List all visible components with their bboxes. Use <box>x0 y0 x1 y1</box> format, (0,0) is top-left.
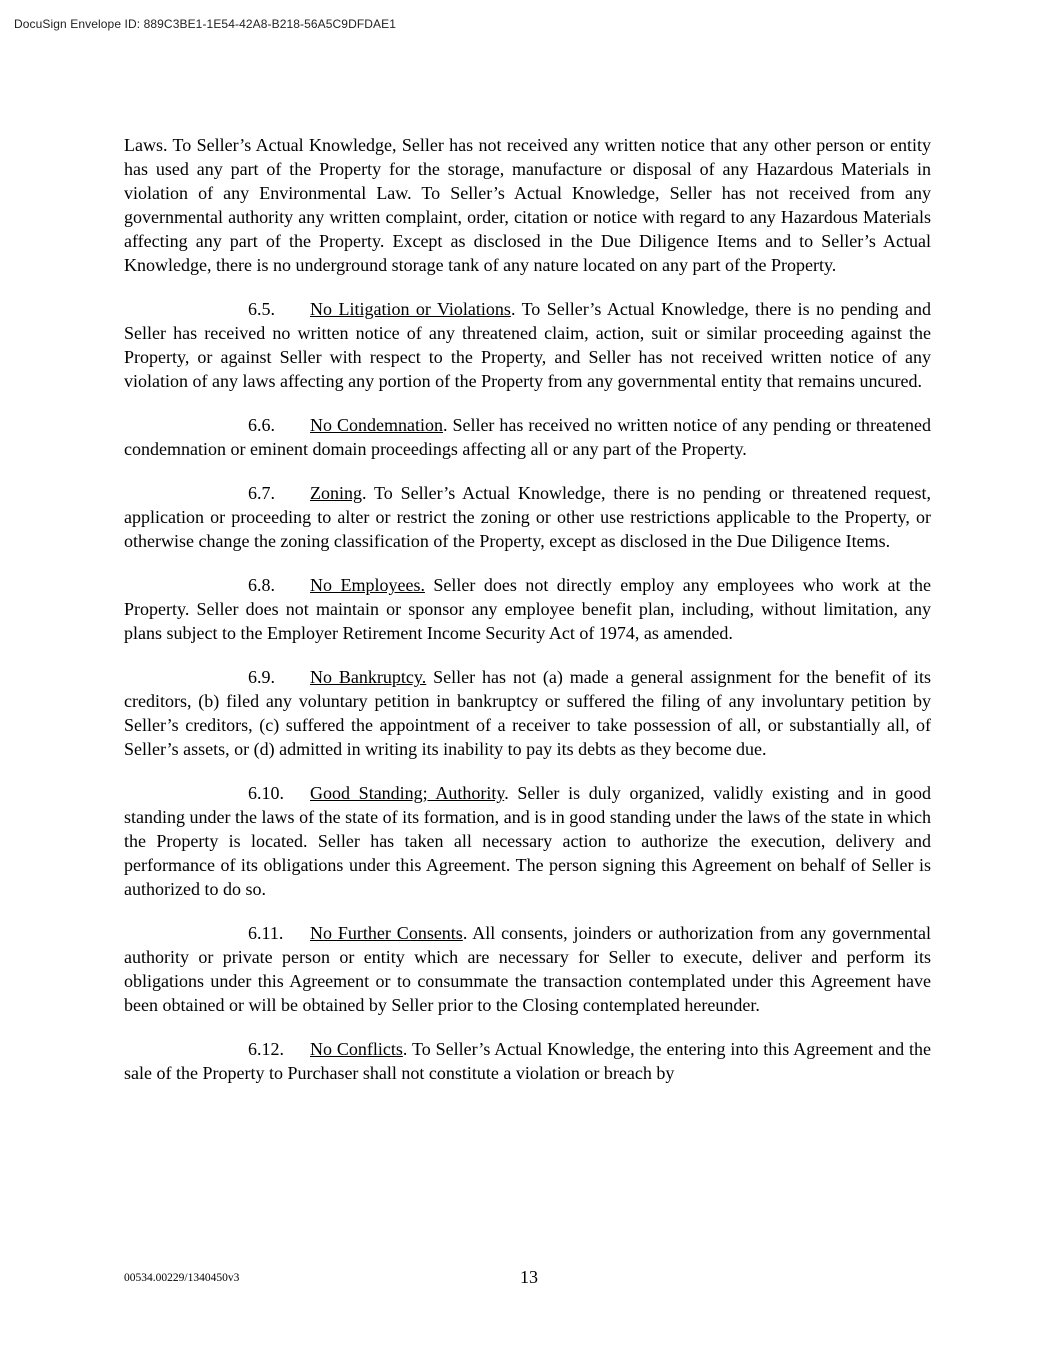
section-6-5 <box>124 297 931 393</box>
section-number: 6.12. <box>248 1039 284 1059</box>
section-heading-suffix: . <box>402 1039 408 1059</box>
section-6-11 <box>124 921 931 1017</box>
section-text: To Seller’s Actual Knowledge, there is no pending or threatened request, application or proceeding to alter or restrict the zoning or other use restrictions applicable to the Property, or otherwise change the zoning classification of the Property, except as disclosed in the Due Diligence Items. <box>124 483 931 551</box>
section-heading: No Further Consents <box>310 923 463 943</box>
section-heading: No Conflicts <box>310 1039 403 1059</box>
section-6-6 <box>124 413 931 461</box>
section-heading-suffix: . <box>462 923 468 943</box>
section-heading-suffix: . <box>442 415 448 435</box>
section-heading: Good Standing; Authority <box>310 783 505 803</box>
section-heading: No Litigation or Violations <box>310 299 511 319</box>
section-number: 6.11. <box>248 923 284 943</box>
section-number: 6.7. <box>248 483 275 503</box>
section-number: 6.9. <box>248 667 275 687</box>
section-text: To Seller’s Actual Knowledge, the entering into this Agreement and the sale of the Property to Purchaser shall not constitute a violation or breach by <box>124 1039 931 1083</box>
document-body <box>124 133 931 1105</box>
footer-document-id: 00534.00229/1340450v3 <box>124 1272 240 1284</box>
section-number: 6.5. <box>248 299 275 319</box>
section-6-12 <box>124 1037 931 1085</box>
docusign-envelope-id: DocuSign Envelope ID: 889C3BE1-1E54-42A8-B218-56A5C9DFDAE1 <box>14 17 397 31</box>
section-text: Seller has not (a) made a general assignment for the benefit of its creditors, (b) filed any voluntary petition in bankruptcy or suffered the filing of any involuntary petition by Seller’s creditors, (c) suffered the appointment of a receiver to take possession of all, or substantially all, of Seller’s assets, or (d) admitted in writing its inability to pay its debts as they become due. <box>124 667 931 759</box>
section-heading: No Employees. <box>310 575 425 595</box>
section-text: Seller does not directly employ any employees who work at the Property. Seller does not maintain or sponsor any employee benefit plan, including, without limitation, any plans subject to the Employer Retirement Income Security Act of 1974, as amended. <box>124 575 931 643</box>
intro-paragraph: Laws. To Seller’s Actual Knowledge, Seller has not received any written notice that any other person or entity has used any part of the Property for the storage, manufacture or disposal of any Hazardous Materials in violation of any Environmental Law. To Seller’s Actual Knowledge, Seller has not received from any governmental authority any written complaint, order, citation or notice with regard to any Hazardous Materials affecting any part of the Property. Except as disclosed in the Due Diligence Items and to Seller’s Actual Knowledge, there is no underground storage tank of any nature located on any part of the Property. <box>124 135 931 275</box>
section-heading-suffix: . <box>362 483 367 503</box>
section-text: Seller is duly organized, validly existing and in good standing under the laws of the state of its formation, and is in good standing under the laws of the state in which the Property is located. Seller has taken all necessary action to authorize the execution, delivery and performance of its obligations under this Agreement. The person signing this Agreement on behalf of Seller is authorized to do so. <box>124 783 932 899</box>
section-6-7 <box>124 481 931 553</box>
section-text: Seller has received no written notice of any pending or threatened condemnation or eminent domain proceedings affecting all or any part of the Property. <box>124 415 931 459</box>
section-heading-suffix: . <box>504 783 509 803</box>
section-6-10 <box>124 781 931 901</box>
section-heading: No Condemnation <box>310 415 443 435</box>
section-number: 6.6. <box>248 415 275 435</box>
section-number: 6.8. <box>248 575 275 595</box>
section-text: All consents, joinders or authorization from any governmental authority or private person or entity which are necessary for Seller to execute, deliver and perform its obligations under this Agreement or to consummate the transaction contemplated under this Agreement have been obtained or will be obtained by Seller prior to the Closing contemplated hereunder. <box>124 923 932 1015</box>
section-heading: No Bankruptcy. <box>310 667 427 687</box>
section-heading: Zoning <box>310 483 362 503</box>
section-6-8 <box>124 573 931 645</box>
section-heading-suffix: . <box>510 299 516 319</box>
page-number: 13 <box>520 1267 538 1287</box>
section-number: 6.10. <box>248 783 284 803</box>
section-text: To Seller’s Actual Knowledge, there is no pending and Seller has received no written notice of any threatened claim, action, suit or similar proceeding against the Property, or against Seller with respect to the Property, and Seller has not received written notice of any violation of any laws affecting any portion of the Property from any governmental entity that remains uncured. <box>124 299 931 391</box>
section-6-9 <box>124 665 931 761</box>
